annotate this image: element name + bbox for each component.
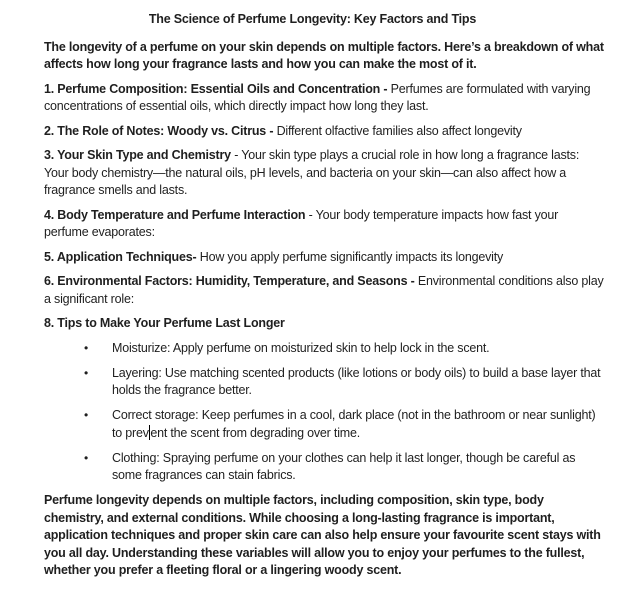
bullet-icon: •: [84, 450, 89, 465]
section-paragraph-3: [44, 147, 605, 200]
section-8-heading: 8. Tips to Make Your Perfume Last Longer: [44, 316, 285, 330]
section-4-text: - Your body temperature impacts how fast your perfume evaporates:: [44, 207, 559, 239]
section-paragraph-1: [44, 81, 605, 116]
tip-storage-text-after-cursor: ent the scent from degrading over time.: [150, 425, 361, 440]
list-item: [44, 365, 605, 400]
tip-storage-text-before-cursor: Correct storage: Keep perfumes in a cool, dark place (not in the bathroom or near sunlight) to prev: [112, 408, 596, 440]
tips-list: [44, 340, 605, 485]
section-3-heading: 3. Your Skin Type and Chemistry: [44, 148, 231, 162]
section-paragraph-6: [44, 273, 605, 308]
section-6-heading: 6. Environmental Factors: Humidity, Temperature, and Seasons -: [44, 274, 415, 288]
tip-moisturize-text: Moisturize: Apply perfume on moisturized skin to help lock in the scent.: [112, 340, 490, 355]
list-item: [44, 340, 605, 358]
section-6-text: Environmental conditions also play a significant role:: [44, 274, 604, 306]
section-paragraph-5: [44, 249, 605, 267]
section-paragraph-8: [44, 315, 605, 333]
section-paragraph-2: [44, 123, 605, 141]
tip-layering-text: Layering: Use matching scented products (like lotions or body oils) to build a base layer that holds the fragrance better.: [112, 365, 601, 397]
document-title: The Science of Perfume Longevity: Key Factors and Tips: [148, 12, 477, 26]
section-3-text: - Your skin type plays a crucial role in how long a fragrance lasts: Your body chemistry—the natural oils, pH levels, and bacteria on your skin—can also affect how a fragrance smells and lasts.: [44, 148, 580, 197]
conclusion-paragraph: Perfume longevity depends on multiple factors, including composition, skin type, body chemistry, and external conditions. While choosing a long-lasting fragrance is important, application techniques and proper skin care can also help ensure your favourite scent stays with you all day. Understanding these variables will allow you to enjoy your perfumes to the fullest, whether you prefer a fleeting floral or a lingering woody scent.: [44, 493, 601, 577]
bullet-icon: •: [84, 365, 89, 380]
section-paragraph-4: [44, 207, 605, 242]
list-item: [44, 407, 605, 442]
intro-paragraph: The longevity of a perfume on your skin depends on multiple factors. Here’s a breakdown of what affects how long your fragrance lasts and how you can make the most of it.: [44, 39, 604, 71]
tip-clothing-text: Clothing: Spraying perfume on your clothes can help it last longer, though be careful as some fragrances can stain fabrics.: [112, 450, 576, 482]
section-1-text: Perfumes are formulated with varying concentrations of essential oils, which directly impact how long they last.: [44, 81, 591, 113]
section-5-heading: 5. Application Techniques-: [44, 249, 197, 264]
tip-storage-text: [112, 407, 605, 442]
bullet-icon: •: [84, 340, 89, 355]
section-2-heading: 2. The Role of Notes: Woody vs. Citrus -: [44, 123, 274, 138]
list-item: [44, 450, 605, 485]
section-1-heading: 1. Perfume Composition: Essential Oils and Concentration -: [44, 81, 388, 96]
section-4-heading: 4. Body Temperature and Perfume Interaction: [44, 207, 306, 222]
section-2-text: Different olfactive families also affect longevity: [273, 123, 522, 138]
bullet-icon: •: [84, 408, 89, 422]
section-5-text: How you apply perfume significantly impacts its longevity: [196, 249, 504, 264]
